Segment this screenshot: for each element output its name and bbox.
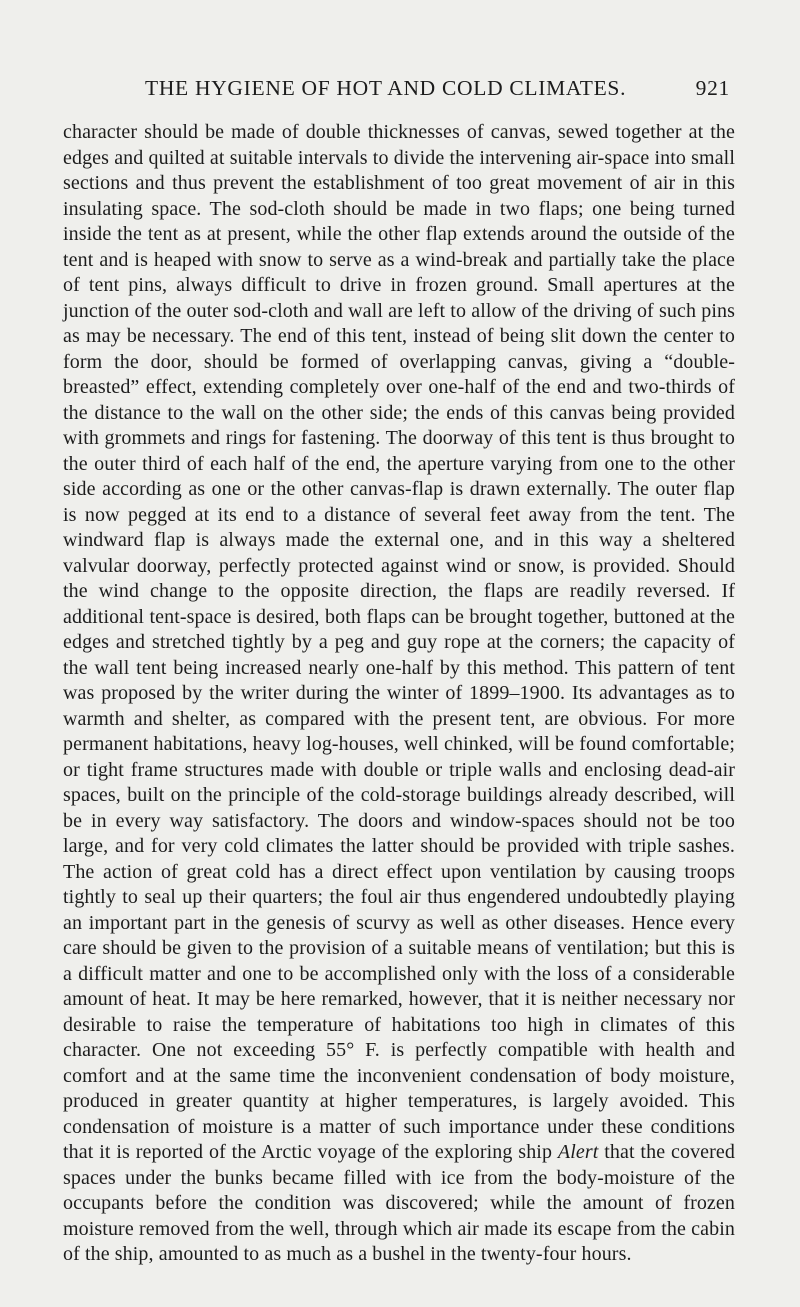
page-title: THE HYGIENE OF HOT AND COLD CLIMATES. — [145, 76, 627, 100]
paragraph-text: character should be made of double thicknesses of canvas, sewed together at the edges and quilted at suitable intervals to divide the intervening air-space into small sections and thus prevent the establishment of too great movement of air in this insulating space. The sod-cloth should be made in two flaps; one being turned inside the tent as at present, while the other flap extends around the outside of the tent and is heaped with snow to serve as a wind-break and partially take the place of tent pins, always difficult to drive in frozen ground. Small apertures at the junction of the outer sod-cloth and wall are left to allow of the driving of such pins as may be necessary. The end of this tent, instead of being slit down the center to form the door, should be formed of overlapping canvas, giving a “double-breasted” effect, extending completely over one-half of the end and two-thirds of the distance to the wall on the other side; the ends of this canvas being provided with grommets and rings for fastening. The doorway of this tent is thus brought to the outer third of each half of the end, the aperture varying from one to the other side according as one or the other canvas-flap is drawn externally. The outer flap is now pegged at its end to a distance of several feet away from the tent. The windward flap is always made the external one, and in this way a sheltered valvular doorway, perfectly protected against wind or snow, is provided. Should the wind change to the opposite direction, the flaps are readily reversed. If additional tent-space is desired, both flaps can be brought together, buttoned at the edges and stretched tightly by a peg and guy rope at the corners; the capacity of the wall tent being increased nearly one-half by this method. This pattern of tent was proposed by the writer during the winter of 1899–1900. Its advantages as to warmth and shelter, as compared with the present tent, are obvious. For more permanent habitations, heavy log-houses, well chinked, will be found comfortable; or tight frame structures made with double or triple walls and enclosing dead-air spaces, built on the principle of the cold-storage buildings already described, will be in every way satisfactory. The doors and window-spaces should not be too large, and for very cold climates the latter should be provided with triple sashes. The action of great cold has a direct effect upon ventilation by causing troops tightly to seal up their quarters; the foul air thus engendered undoubtedly playing an important part in the genesis of scurvy as well as other diseases. Hence every care should be given to the provision of a suitable means of ventilation; but this is a difficult matter and one to be accomplished only with the loss of a considerable amount of heat. It may be here remarked, however, that it is neither necessary nor desirable to raise the temperature of habitations too high in climates of this character. One not exceeding 55° F. is perfectly compatible with health and comfort and at the same time the inconvenient condensation of body moisture, produced in greater quantity at higher temperatures, is largely avoided. This condensation of moisture is a matter of such importance under these conditions that it is reported of the Arctic voyage of the exploring ship — [63, 121, 735, 1163]
paragraph — [63, 120, 735, 1268]
ship-name: Alert — [557, 1141, 599, 1163]
paragraph-text-continued: that the covered spaces under the bunks became filled with ice from the body-moisture of the occupants before the condition was discovered; while the amount of frozen moisture removed from the well, through which air made its escape from the cabin of the ship, amounted to as much as a bushel in the twenty-four hours. — [63, 1141, 735, 1265]
body-text — [63, 120, 735, 1268]
running-header — [145, 76, 730, 106]
page-number: 921 — [695, 76, 730, 100]
